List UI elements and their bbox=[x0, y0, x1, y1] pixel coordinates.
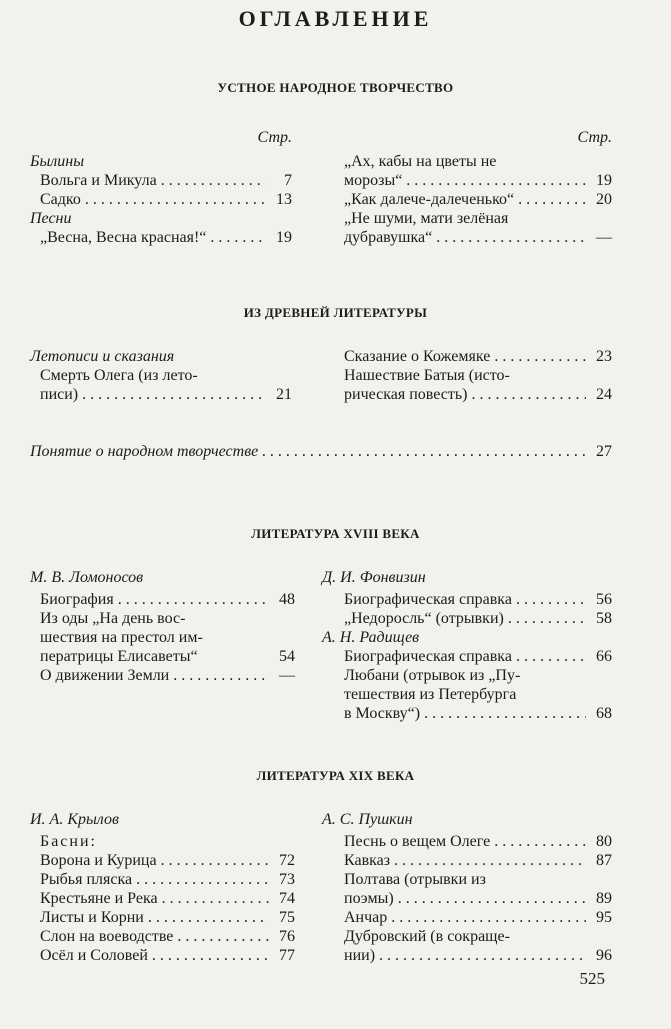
entry-page: 19 bbox=[596, 172, 612, 189]
entry-title-line: Любани (отрывок из „Пу- bbox=[344, 667, 521, 684]
entry-page: 77 bbox=[279, 947, 295, 964]
entry-title-line: ператрицы Елисаветы“ bbox=[40, 648, 198, 665]
entry-page: 87 bbox=[596, 852, 612, 869]
toc-entry[interactable] bbox=[322, 927, 612, 965]
toc-entry[interactable] bbox=[30, 171, 292, 190]
entry-page: 75 bbox=[279, 909, 295, 926]
section-18th-left-column bbox=[30, 568, 295, 685]
entry-title-line: поэмы) . . . bbox=[344, 889, 586, 908]
section-title-ancient: ИЗ ДРЕВНЕЙ ЛИТЕРАТУРЫ bbox=[243, 305, 428, 320]
entry-title: Биографическая справка . . . bbox=[344, 590, 586, 609]
toc-entry[interactable] bbox=[322, 870, 612, 908]
entry-title: „Как далече-далеченько“ . . . bbox=[344, 190, 586, 209]
category-byliny: Былины bbox=[30, 153, 85, 170]
entry-title: Анчар . . . bbox=[344, 908, 586, 927]
section-folk-left-column bbox=[30, 128, 292, 247]
toc-entry[interactable] bbox=[322, 590, 612, 609]
toc-entry[interactable] bbox=[30, 889, 295, 908]
entry-title: Осёл и Соловей . . . bbox=[40, 946, 269, 965]
entry-title-line: Из оды „На день вос- bbox=[40, 610, 186, 627]
toc-entry[interactable] bbox=[30, 946, 295, 965]
entry-title-line: писи) . . . bbox=[40, 385, 266, 404]
toc-entry[interactable] bbox=[344, 347, 612, 366]
entry-title: Крестьяне и Река . . . bbox=[40, 889, 269, 908]
toc-entry[interactable] bbox=[322, 832, 612, 851]
entry-page: 58 bbox=[596, 610, 612, 627]
section-title-folk: УСТНОЕ НАРОДНОЕ ТВОРЧЕСТВО bbox=[217, 80, 454, 95]
author-pushkin: А. С. Пушкин bbox=[322, 811, 413, 828]
entry-title: Биография . . . bbox=[40, 590, 269, 609]
toc-entry[interactable] bbox=[30, 228, 292, 247]
entry-title-line: „Не шуми, мати зелёная bbox=[344, 210, 509, 227]
entry-page: 21 bbox=[276, 386, 292, 403]
entry-title-line: Нашествие Батыя (исто- bbox=[344, 367, 510, 384]
entry-title: Сказание о Кожемяке . . . bbox=[344, 347, 586, 366]
toc-entry[interactable] bbox=[322, 647, 612, 666]
entry-page: 68 bbox=[596, 705, 612, 722]
entry-page: 73 bbox=[279, 871, 295, 888]
entry-title: Садко . . . bbox=[40, 190, 266, 209]
page-number: 525 bbox=[579, 969, 605, 988]
entry-page: 76 bbox=[279, 928, 295, 945]
entry-title-line: дубравушка“ . . . bbox=[344, 228, 586, 247]
column-header-page: Стр. bbox=[577, 129, 612, 146]
section-title-19th: ЛИТЕРАТУРА XIX ВЕКА bbox=[256, 768, 415, 783]
toc-entry[interactable] bbox=[322, 609, 612, 628]
entry-title-line: морозы“ . . . bbox=[344, 171, 586, 190]
toc-entry[interactable] bbox=[322, 666, 612, 723]
toc-entry[interactable] bbox=[344, 152, 612, 190]
entry-title-line: нии) . . . bbox=[344, 946, 586, 965]
toc-entry[interactable] bbox=[30, 666, 295, 685]
fables-list bbox=[30, 851, 295, 965]
entry-page: 56 bbox=[596, 591, 612, 608]
entry-page: 74 bbox=[279, 890, 295, 907]
toc-entry[interactable] bbox=[344, 366, 612, 404]
entry-page: 24 bbox=[596, 386, 612, 403]
entry-title-line: Смерть Олега (из лето- bbox=[40, 367, 198, 384]
section-19th-left-column bbox=[30, 810, 295, 965]
page-title: ОГЛАВЛЕНИЕ bbox=[238, 6, 433, 31]
entry-page: 72 bbox=[279, 852, 295, 869]
entry-title: Вольга и Микула . . . bbox=[40, 171, 266, 190]
section-folk-right-column bbox=[344, 128, 612, 247]
entry-title: Слон на воеводстве . . . bbox=[40, 927, 269, 946]
toc-entry[interactable] bbox=[30, 366, 292, 404]
entry-page: 27 bbox=[596, 443, 612, 460]
toc-entry[interactable] bbox=[344, 190, 612, 209]
toc-entry[interactable] bbox=[30, 851, 295, 870]
entry-title: Рыбья пляска . . . bbox=[40, 870, 269, 889]
entry-page: 54 bbox=[279, 648, 295, 665]
entry-page: 80 bbox=[596, 833, 612, 850]
entry-page: 89 bbox=[596, 890, 612, 907]
entry-page: 48 bbox=[279, 591, 295, 608]
author-fonvizin: Д. И. Фонвизин bbox=[322, 569, 426, 586]
toc-entry[interactable] bbox=[30, 442, 612, 461]
entry-page: 95 bbox=[596, 909, 612, 926]
entry-page: 7 bbox=[284, 172, 292, 189]
concept-entry-row bbox=[30, 442, 612, 461]
entry-title-line: тешествия из Петербурга bbox=[344, 686, 517, 703]
entry-title: Ворона и Курица . . . bbox=[40, 851, 269, 870]
category-chronicles: Летописи и сказания bbox=[30, 348, 175, 365]
entry-title: Понятие о народном творчестве . . . bbox=[30, 442, 586, 461]
entry-page: 19 bbox=[276, 229, 292, 246]
entry-page: — bbox=[279, 667, 295, 684]
entry-page: 13 bbox=[276, 191, 292, 208]
entry-title: Листы и Корни . . . bbox=[40, 908, 269, 927]
section-19th-right-column bbox=[322, 810, 612, 965]
author-radishchev: А. Н. Радищев bbox=[322, 629, 420, 646]
entry-title: „Недоросль“ (отрывки) . . . bbox=[344, 609, 586, 628]
entry-page: 66 bbox=[596, 648, 612, 665]
entry-title: Кавказ . . . bbox=[344, 851, 586, 870]
fables-label: Басни: bbox=[40, 833, 97, 850]
entry-title-line: Полтава (отрывки из bbox=[344, 871, 486, 888]
entry-title-line: рическая повесть) . . . bbox=[344, 385, 586, 404]
entry-title-line: шествия на престол им- bbox=[40, 629, 203, 646]
entry-title-line: в Москву“) . . . bbox=[344, 704, 586, 723]
entry-page: 23 bbox=[596, 348, 612, 365]
entry-page: — bbox=[596, 229, 612, 246]
column-header-page: Стр. bbox=[257, 129, 292, 146]
toc-entry[interactable] bbox=[344, 209, 612, 247]
toc-entry[interactable] bbox=[322, 851, 612, 870]
toc-entry[interactable] bbox=[30, 190, 292, 209]
toc-entry[interactable] bbox=[30, 609, 295, 666]
author-krylov: И. А. Крылов bbox=[30, 811, 119, 828]
section-18th-right-column bbox=[322, 568, 612, 723]
entry-page: 96 bbox=[596, 947, 612, 964]
section-ancient-left-column bbox=[30, 347, 292, 404]
toc-entry[interactable] bbox=[30, 908, 295, 927]
section-title-18th: ЛИТЕРАТУРА XVIII ВЕКА bbox=[251, 526, 420, 541]
entry-title: „Весна, Весна красная!“ . . . bbox=[40, 228, 266, 247]
toc-entry[interactable] bbox=[30, 927, 295, 946]
toc-entry[interactable] bbox=[30, 590, 295, 609]
entry-title: Песнь о вещем Олеге . . . bbox=[344, 832, 586, 851]
author-lomonosov: М. В. Ломоносов bbox=[30, 569, 144, 586]
toc-entry[interactable] bbox=[30, 870, 295, 889]
entry-page: 20 bbox=[596, 191, 612, 208]
section-ancient-right-column bbox=[344, 347, 612, 404]
toc-entry[interactable] bbox=[322, 908, 612, 927]
entry-title-line: „Ах, кабы на цветы не bbox=[344, 153, 497, 170]
entry-title: Биографическая справка . . . bbox=[344, 647, 586, 666]
category-pesni: Песни bbox=[30, 210, 72, 227]
entry-title: О движении Земли . . . bbox=[40, 666, 269, 685]
entry-title-line: Дубровский (в сокраще- bbox=[344, 928, 510, 945]
